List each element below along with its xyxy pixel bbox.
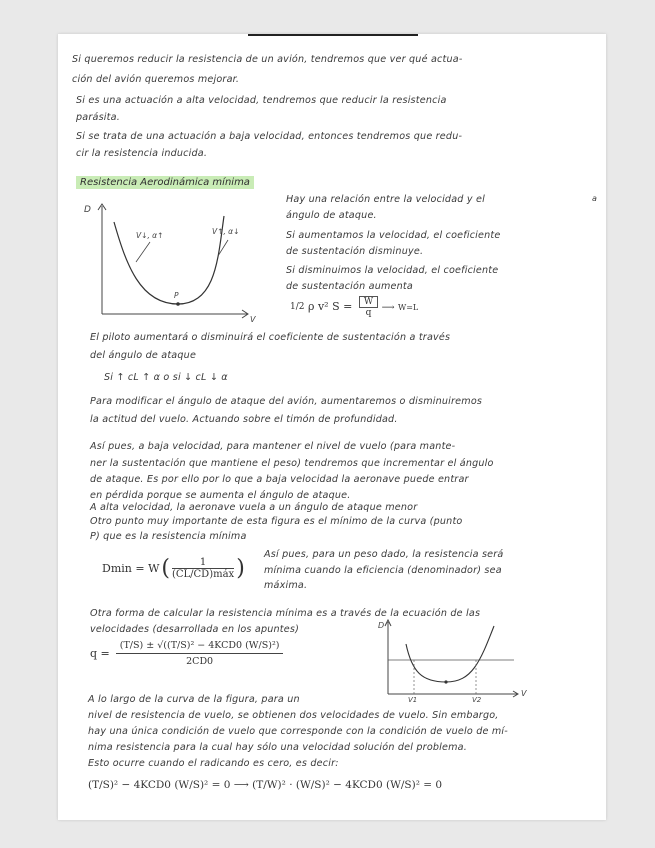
min-point bbox=[444, 680, 447, 683]
drag-curve bbox=[114, 216, 224, 304]
x-label: V bbox=[250, 315, 256, 324]
section-heading: Resistencia Aerodinámica mínima bbox=[76, 176, 254, 189]
v1-label: V1 bbox=[408, 696, 418, 702]
text-line: Otra forma de calcular la resistencia mínima es a través de la ecuación de las bbox=[90, 608, 481, 619]
y-label: D bbox=[378, 621, 385, 630]
margin-mark: a bbox=[592, 194, 598, 203]
x-label: V bbox=[521, 689, 527, 698]
dmin-formula: Dmin = W ( 1 (CL/CD)máx ) bbox=[102, 556, 245, 581]
weight-num: W bbox=[359, 296, 378, 308]
dmin-den: (CL/CD)máx bbox=[171, 569, 235, 580]
text-line: la actitud del vuelo. Actuando sobre el timón de profundidad. bbox=[90, 414, 398, 425]
text-line: Esto ocurre cuando el radicando es cero, es decir: bbox=[88, 758, 339, 769]
text-line: Para modificar el ángulo de ataque del avión, aumentaremos o disminuiremos bbox=[90, 396, 483, 407]
lift-formula-body: ρ v² S = bbox=[307, 300, 353, 313]
weight-den: q bbox=[365, 308, 372, 318]
annotation-arrow-left bbox=[136, 242, 150, 262]
text-line: Otro punto muy importante de esta figura es el mínimo de la curva (punto bbox=[90, 516, 463, 527]
point-label: P bbox=[174, 291, 179, 300]
text-line: A lo largo de la curva de la figura, para un bbox=[88, 694, 300, 705]
dmin-num: 1 bbox=[172, 557, 234, 569]
v2-label: V2 bbox=[472, 696, 482, 702]
text-line: ángulo de ataque. bbox=[286, 210, 377, 221]
lift-formula bbox=[290, 296, 418, 318]
q-lhs: q = bbox=[90, 647, 110, 660]
text-line: de ataque. Es por ello por lo que a baja velocidad la aeronave puede entrar bbox=[90, 474, 469, 485]
q-den: 2CD0 bbox=[186, 656, 214, 667]
y-label: D bbox=[84, 205, 91, 215]
drag-level-graph bbox=[376, 616, 536, 702]
text-line: cir la resistencia inducida. bbox=[76, 148, 208, 159]
min-point bbox=[176, 302, 180, 306]
top-rule bbox=[248, 34, 418, 36]
text-line: A alta velocidad, la aeronave vuela a un ángulo de ataque menor bbox=[90, 502, 418, 513]
text-line: máxima. bbox=[264, 580, 308, 591]
text-line: mínima cuando la eficiencia (denominador) sea bbox=[264, 565, 502, 576]
text-line: Si aumentamos la velocidad, el coeficiente bbox=[286, 230, 501, 241]
drag-curve-graph bbox=[78, 198, 260, 324]
text-line: Así pues, para un peso dado, la resistencia será bbox=[264, 549, 504, 560]
text-line: nivel de resistencia de vuelo, se obtienen dos velocidades de vuelo. Sin embargo, bbox=[88, 710, 499, 721]
q-num: (T/S) ± √((T/S)² − 4KCD0 (W/S)²) bbox=[116, 640, 284, 654]
text-line: Así pues, a baja velocidad, para mantener el nivel de vuelo (para mante- bbox=[90, 441, 456, 452]
text-line: velocidades (desarrollada en los apuntes) bbox=[90, 624, 300, 635]
text-line: El piloto aumentará o disminuirá el coeficiente de sustentación a través bbox=[90, 332, 451, 343]
text-line: de sustentación aumenta bbox=[286, 281, 413, 292]
arrow: ⟶ bbox=[381, 303, 395, 313]
text-line: hay una única condición de vuelo que corresponde con la condición de vuelo de mí- bbox=[88, 726, 508, 737]
text-line: Si disminuimos la velocidad, el coeficiente bbox=[286, 265, 499, 276]
text-line: Si es una actuación a alta velocidad, tendremos que reducir la resistencia bbox=[76, 95, 447, 106]
text-line: P) que es la resistencia mínima bbox=[90, 531, 247, 542]
text-line: Si se trata de una actuación a baja velocidad, entonces tendremos que redu- bbox=[76, 131, 463, 142]
dmin-lhs: Dmin = W bbox=[102, 562, 160, 575]
text-line: Hay una relación entre la velocidad y el bbox=[286, 194, 485, 205]
text-line: parásita. bbox=[76, 112, 120, 123]
text-line: del ángulo de ataque bbox=[90, 350, 197, 361]
notes-page bbox=[58, 34, 606, 820]
text-line: de sustentación disminuye. bbox=[286, 246, 424, 257]
text-line: ner la sustentación que mantiene el peso) tendremos que incrementar el ángulo bbox=[90, 458, 494, 469]
right-note: V↑, α↓ bbox=[212, 227, 240, 236]
text-line: nima resistencia para la cual hay sólo una velocidad solución del problema. bbox=[88, 742, 468, 753]
q-formula bbox=[90, 640, 283, 667]
text-line: Si ↑ cL ↑ α o si ↓ cL ↓ α bbox=[104, 372, 228, 383]
final-formula: (T/S)² − 4KCD0 (W/S)² = 0 ⟶ (T/W)² · (W/S)² − 4KCD0 (W/S)² = 0 bbox=[88, 779, 443, 791]
equilibrium: W=L bbox=[398, 303, 419, 312]
drag-curve bbox=[406, 626, 494, 682]
left-note: V↓, α↑ bbox=[136, 231, 164, 240]
text-line: Si queremos reducir la resistencia de un avión, tendremos que ver qué actua- bbox=[72, 54, 463, 65]
text-line: ción del avión queremos mejorar. bbox=[72, 74, 240, 85]
text-line: en pérdida porque se aumenta el ángulo de ataque. bbox=[90, 490, 351, 501]
half-fraction: 1/2 bbox=[290, 302, 305, 312]
